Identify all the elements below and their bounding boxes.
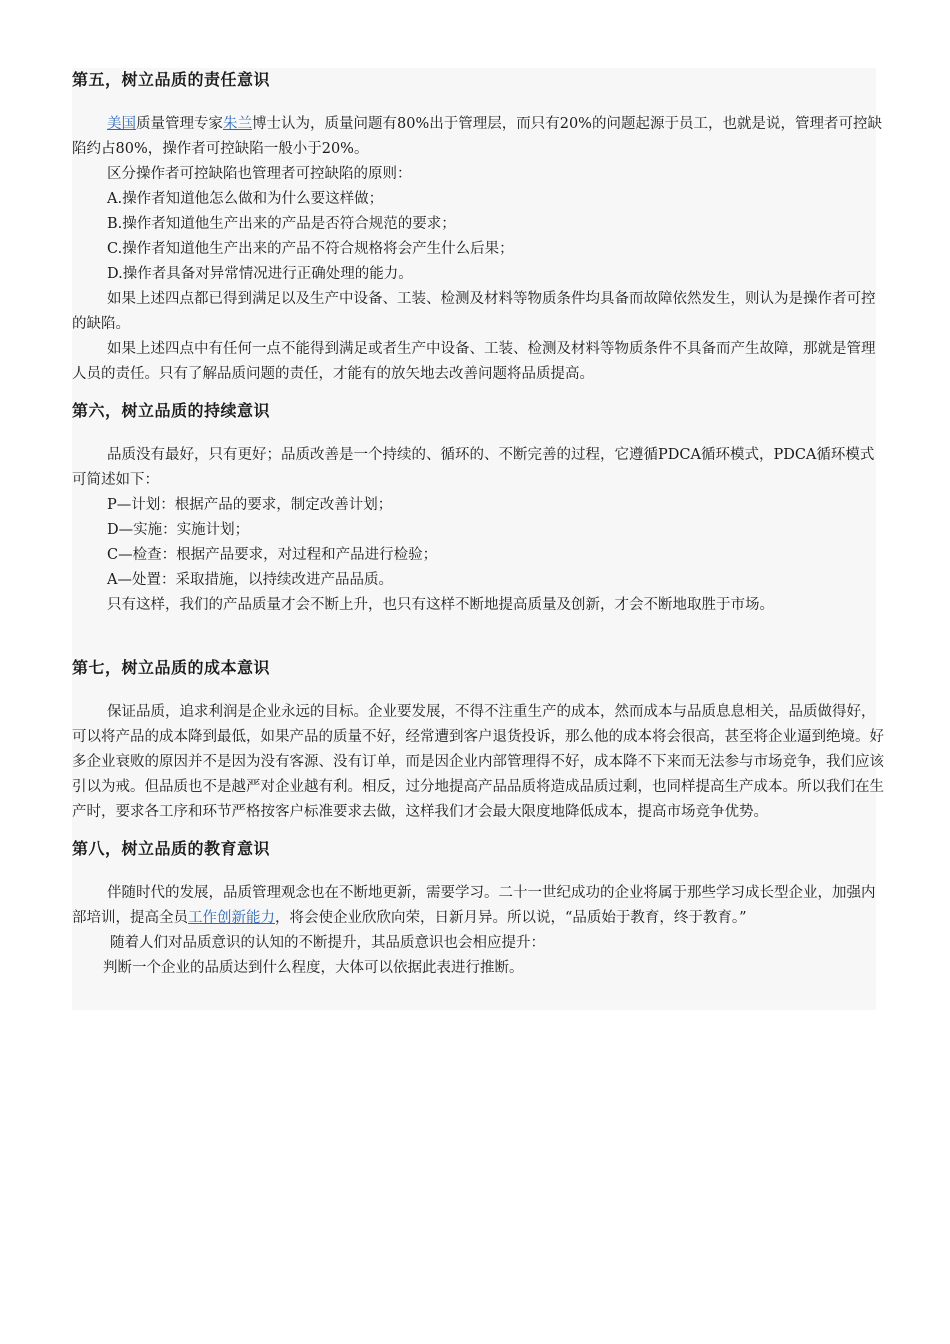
intro-text-2: 博士认为，质量问题有80%出于管理层，而只有20%的问题起源于员工，也就是说，管理者可控缺陷约占80%，操作者可控缺陷一般小于20%。	[72, 116, 882, 157]
section-heading-6: 第六，树立品质的持续意识	[72, 401, 271, 420]
link-juran[interactable]: 朱兰	[223, 116, 252, 132]
intro-text-1: 质量管理专家	[136, 116, 223, 132]
principle-title: 区分操作者可控缺陷也管理者可控缺陷的原则：	[107, 166, 412, 182]
section-8-body	[72, 881, 884, 931]
pdca-item-a: A—处置：采取措施，以持续改进产品品质。	[107, 572, 393, 588]
link-usa[interactable]: 美国	[107, 116, 136, 132]
principle-item-c: C.操作者知道他生产出来的产品不符合规格将会产生什么后果；	[107, 241, 514, 257]
section-8-text-pre: 伴随时代的发展，品质管理观念也在不断地更新，需要学习。二十一世纪成功的企业将属于那些学习成长型企业，加强内部培训，提高全员	[72, 885, 876, 926]
principle-item-b: B.操作者知道他生产出来的产品是否符合规范的要求；	[107, 216, 456, 232]
principle-item-a: A.操作者知道他怎么做和为什么要这样做；	[107, 191, 384, 207]
section-5-para-2: 如果上述四点中有任何一点不能得到满足或者生产中设备、工装、检测及材料等物质条件不具备而产生故障，那就是管理人员的责任。只有了解品质问题的责任，才能有的放矢地去改善问题将品质提高。	[72, 341, 876, 382]
pdca-item-d: D—实施：实施计划；	[107, 522, 250, 538]
section-heading-8: 第八，树立品质的教育意识	[72, 839, 271, 858]
section-8-text-post: ，将会使企业欣欣向荣，日新月异。所以说，“品质始于教育，终于教育。”	[275, 910, 747, 926]
pdca-item-c: C—检查：根据产品要求，对过程和产品进行检验；	[107, 547, 438, 563]
document-content	[72, 66, 884, 981]
section-heading-7: 第七，树立品质的成本意识	[72, 658, 271, 677]
pdca-item-p: P—计划：根据产品的要求，制定改善计划；	[107, 497, 393, 513]
trailing-line-1: 随着人们对品质意识的认知的不断提升，其品质意识也会相应提升：	[110, 935, 545, 951]
section-6-intro: 品质没有最好，只有更好；品质改善是一个持续的、循环的、不断完善的过程，它遵循PDCA循环模式，PDCA循环模式可简述如下：	[72, 447, 875, 488]
link-work-innovation[interactable]: 工作创新能力	[188, 910, 275, 926]
principle-item-d: D.操作者具备对异常情况进行正确处理的能力。	[107, 266, 413, 282]
section-6-closing: 只有这样，我们的产品质量才会不断上升，也只有这样不断地提高质量及创新，才会不断地取胜于市场。	[107, 597, 774, 613]
section-heading-5: 第五，树立品质的责任意识	[72, 70, 271, 89]
trailing-line-2: 判断一个企业的品质达到什么程度，大体可以依据此表进行推断。	[103, 960, 524, 976]
section-7-body: 保证品质，追求利润是企业永远的目标。企业要发展，不得不注重生产的成本，然而成本与品质息息相关，品质做得好，可以将产品的成本降到最低，如果产品的质量不好，经常遭到客户退货投诉，那么他的成本将会很高，甚至将企业逼到绝境。好多企业衰败的原因并不是因为没有客源、没有订单，而是因企业内部管理得不好，成本降不下来而无法参与市场竞争，我们应该引以为戒。但品质也不是越严对企业越有利。相反，过分地提高产品品质将造成品质过剩，也同样提高生产成本。所以我们在生产时，要求各工序和环节严格按客户标准要求去做，这样我们才会最大限度地降低成本，提高市场竞争优势。	[72, 704, 884, 820]
section-5-para-1: 如果上述四点都已得到满足以及生产中设备、工装、检测及材料等物质条件均具备而故障依然发生，则认为是操作者可控的缺陷。	[72, 291, 876, 332]
section-5-intro	[72, 112, 884, 162]
